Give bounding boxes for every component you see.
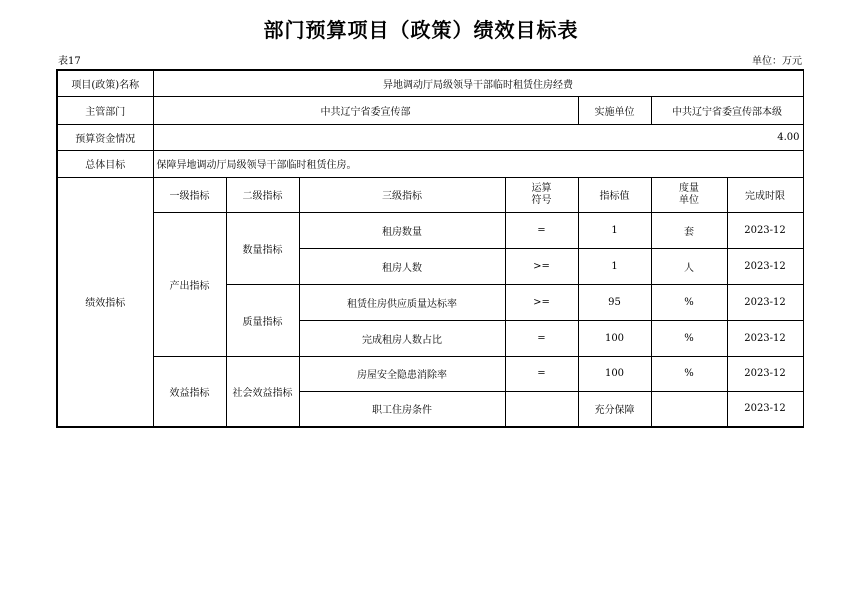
indicator-op: >= <box>505 284 578 320</box>
indicator-deadline: 2023-12 <box>727 248 803 284</box>
indicator-unit: 人 <box>651 248 727 284</box>
header-level2: 二级指标 <box>226 177 299 212</box>
indicator-value: 95 <box>578 284 651 320</box>
header-row <box>57 177 803 212</box>
indicator-value: 100 <box>578 356 651 391</box>
dept-label: 主管部门 <box>57 96 153 124</box>
indicator-deadline: 2023-12 <box>727 284 803 320</box>
budget-value: 4.00 <box>153 124 803 150</box>
table-row <box>57 212 803 248</box>
impl-value: 中共辽宁省委宣传部本级 <box>651 96 803 124</box>
indicator-value: 1 <box>578 212 651 248</box>
header-level3: 三级指标 <box>299 177 505 212</box>
indicator-op: >= <box>505 248 578 284</box>
indicator-unit: % <box>651 356 727 391</box>
budget-label: 预算资金情况 <box>57 124 153 150</box>
indicator-op: = <box>505 212 578 248</box>
header-value: 指标值 <box>578 177 651 212</box>
project-name-value: 异地调动厅局级领导干部临时租赁住房经费 <box>153 70 803 96</box>
header-op: 运算 符号 <box>505 177 578 212</box>
header-unit: 度量 单位 <box>651 177 727 212</box>
indicator-name: 租房数量 <box>299 212 505 248</box>
budget-row <box>57 124 803 150</box>
indicator-value: 1 <box>578 248 651 284</box>
page-title: 部门预算项目（政策）绩效目标表 <box>263 18 579 42</box>
header-level1: 一级指标 <box>153 177 226 212</box>
table-row <box>57 356 803 391</box>
impl-label: 实施单位 <box>578 96 651 124</box>
indicator-deadline: 2023-12 <box>727 320 803 356</box>
perf-label: 绩效指标 <box>57 177 153 427</box>
group-benefit: 效益指标 <box>153 356 226 427</box>
dept-value: 中共辽宁省委宣传部 <box>153 96 578 124</box>
indicator-name: 职工住房条件 <box>299 391 505 427</box>
indicator-deadline: 2023-12 <box>727 391 803 427</box>
indicator-op <box>505 391 578 427</box>
indicator-value: 充分保障 <box>578 391 651 427</box>
project-name-label: 项目(政策)名称 <box>57 70 153 96</box>
header-deadline: 完成时限 <box>727 177 803 212</box>
goal-label: 总体目标 <box>57 150 153 177</box>
indicator-name: 完成租房人数占比 <box>299 320 505 356</box>
group-quality: 质量指标 <box>226 284 299 356</box>
indicator-op: = <box>505 356 578 391</box>
indicator-value: 100 <box>578 320 651 356</box>
indicator-unit: % <box>651 320 727 356</box>
indicator-name: 房屋安全隐患消除率 <box>299 356 505 391</box>
dept-row <box>57 96 803 124</box>
performance-table <box>56 69 804 428</box>
indicator-deadline: 2023-12 <box>727 356 803 391</box>
indicator-unit <box>651 391 727 427</box>
goal-value: 保障异地调动厅局级领导干部临时租赁住房。 <box>153 150 803 177</box>
project-name-row <box>57 70 803 96</box>
indicator-deadline: 2023-12 <box>727 212 803 248</box>
group-output: 产出指标 <box>153 212 226 356</box>
group-social: 社会效益指标 <box>226 356 299 427</box>
indicator-unit: % <box>651 284 727 320</box>
indicator-name: 租房人数 <box>299 248 505 284</box>
goal-row <box>57 150 803 177</box>
indicator-op: = <box>505 320 578 356</box>
unit-label: 单位：万元 <box>752 56 802 67</box>
indicator-name: 租赁住房供应质量达标率 <box>299 284 505 320</box>
indicator-unit: 套 <box>651 212 727 248</box>
table-number: 表17 <box>58 56 81 67</box>
group-quantity: 数量指标 <box>226 212 299 284</box>
